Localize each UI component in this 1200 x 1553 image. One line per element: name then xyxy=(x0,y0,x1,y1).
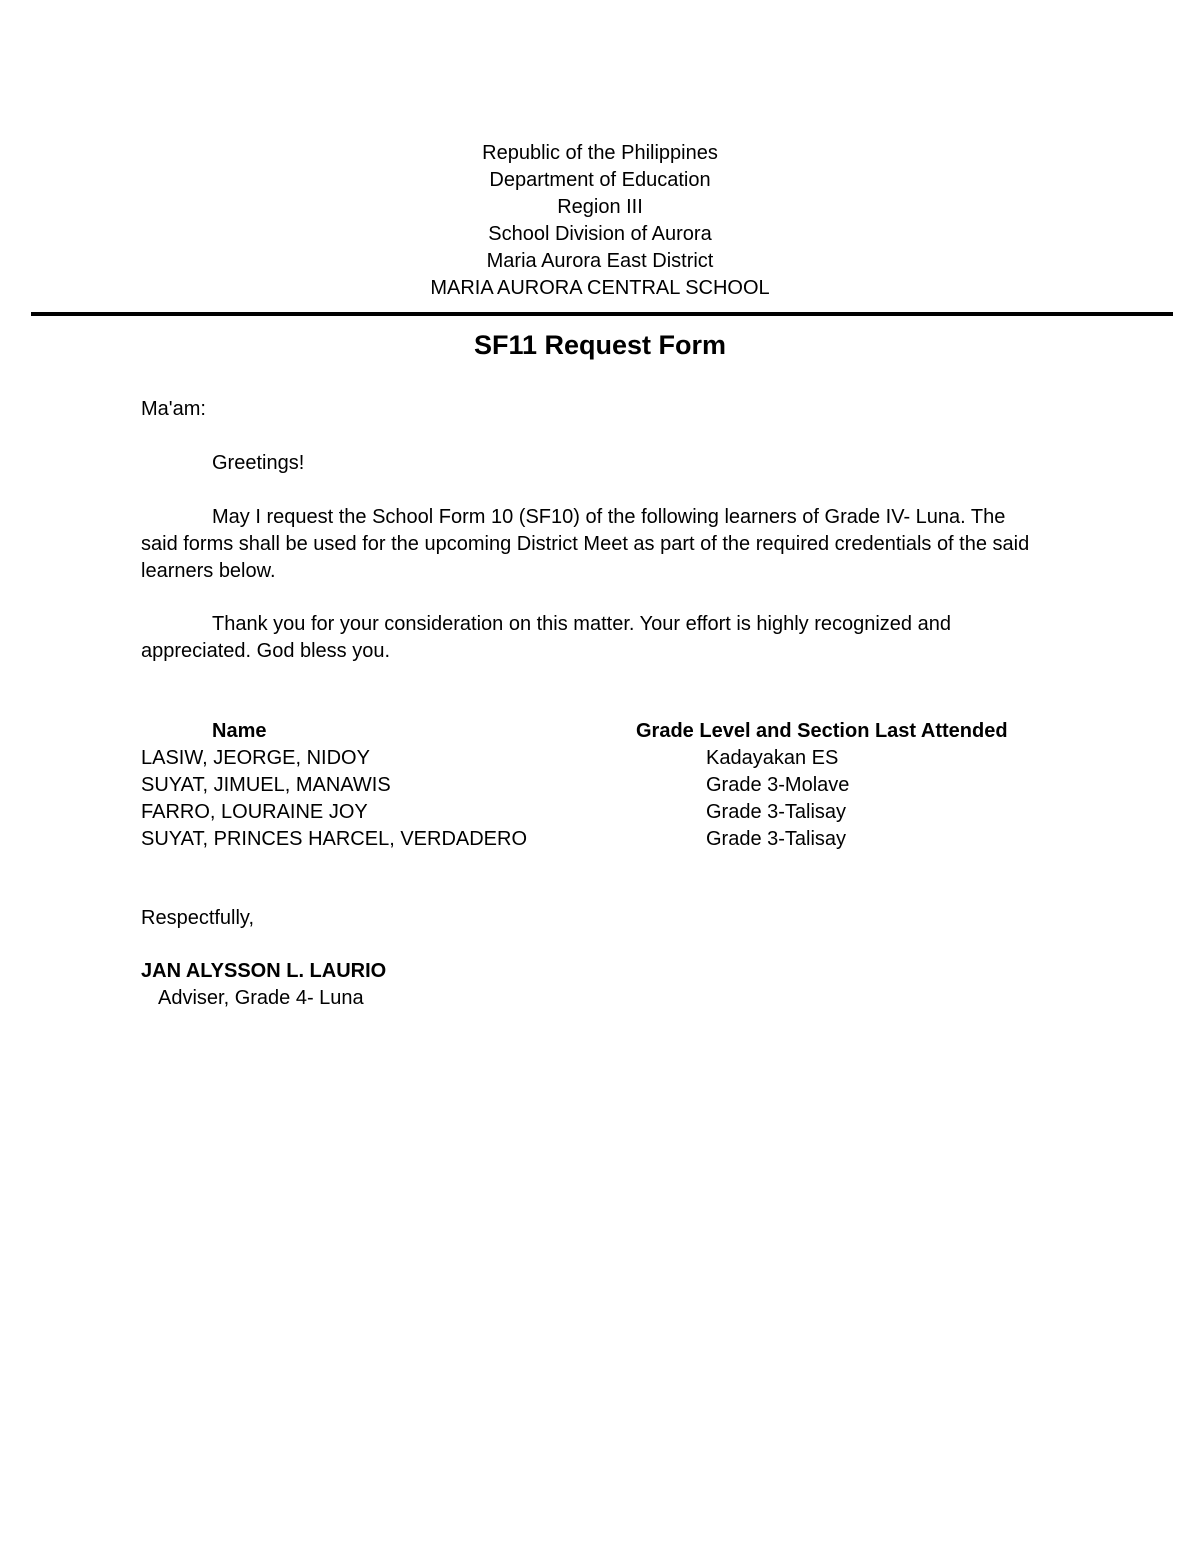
letterhead-line-region: Region III xyxy=(557,196,643,218)
learner-grade: Grade 3-Molave xyxy=(706,774,850,796)
thanks-paragraph: Thank you for your consideration on this matter. Your effort is highly recognized and appreciated. God bless you. xyxy=(141,613,951,662)
letterhead-line-school: MARIA AURORA CENTRAL SCHOOL xyxy=(430,277,770,299)
learner-list xyxy=(141,745,1041,853)
table-row xyxy=(141,772,1041,799)
letterhead-line-department: Department of Education xyxy=(489,169,711,191)
letterhead-line-division: School Division of Aurora xyxy=(488,223,712,245)
learner-name: SUYAT, JIMUEL, MANAWIS xyxy=(141,774,391,796)
closing: Respectfully, xyxy=(141,907,255,929)
learner-grade: Kadayakan ES xyxy=(706,747,839,769)
letterhead-line-republic: Republic of the Philippines xyxy=(482,142,718,164)
greeting: Greetings! xyxy=(212,452,305,474)
learner-name: FARRO, LOURAINE JOY xyxy=(141,801,368,823)
learner-grade: Grade 3-Talisay xyxy=(706,828,847,850)
signatory-title: Adviser, Grade 4- Luna xyxy=(158,987,364,1009)
learner-grade: Grade 3-Talisay xyxy=(706,801,847,823)
letterhead-line-district: Maria Aurora East District xyxy=(486,250,714,272)
request-paragraph: May I request the School Form 10 (SF10) of the following learners of Grade IV- Luna. The said forms shall be used for the upcoming District Meet as part of the required credentials of the said learners below. xyxy=(141,506,1030,582)
salutation: Ma'am: xyxy=(141,398,206,420)
learner-name: LASIW, JEORGE, NIDOY xyxy=(141,747,370,769)
column-header-name: Name xyxy=(212,720,267,742)
signatory-name: JAN ALYSSON L. LAURIO xyxy=(141,960,387,982)
learner-name: SUYAT, PRINCES HARCEL, VERDADERO xyxy=(141,828,528,850)
table-row xyxy=(141,799,1041,826)
header-divider xyxy=(31,312,1173,316)
table-row xyxy=(141,826,1041,853)
column-header-grade: Grade Level and Section Last Attended xyxy=(636,720,1008,742)
table-row xyxy=(141,745,1041,772)
letterhead xyxy=(0,140,1200,302)
form-title: SF11 Request Form xyxy=(473,330,727,360)
